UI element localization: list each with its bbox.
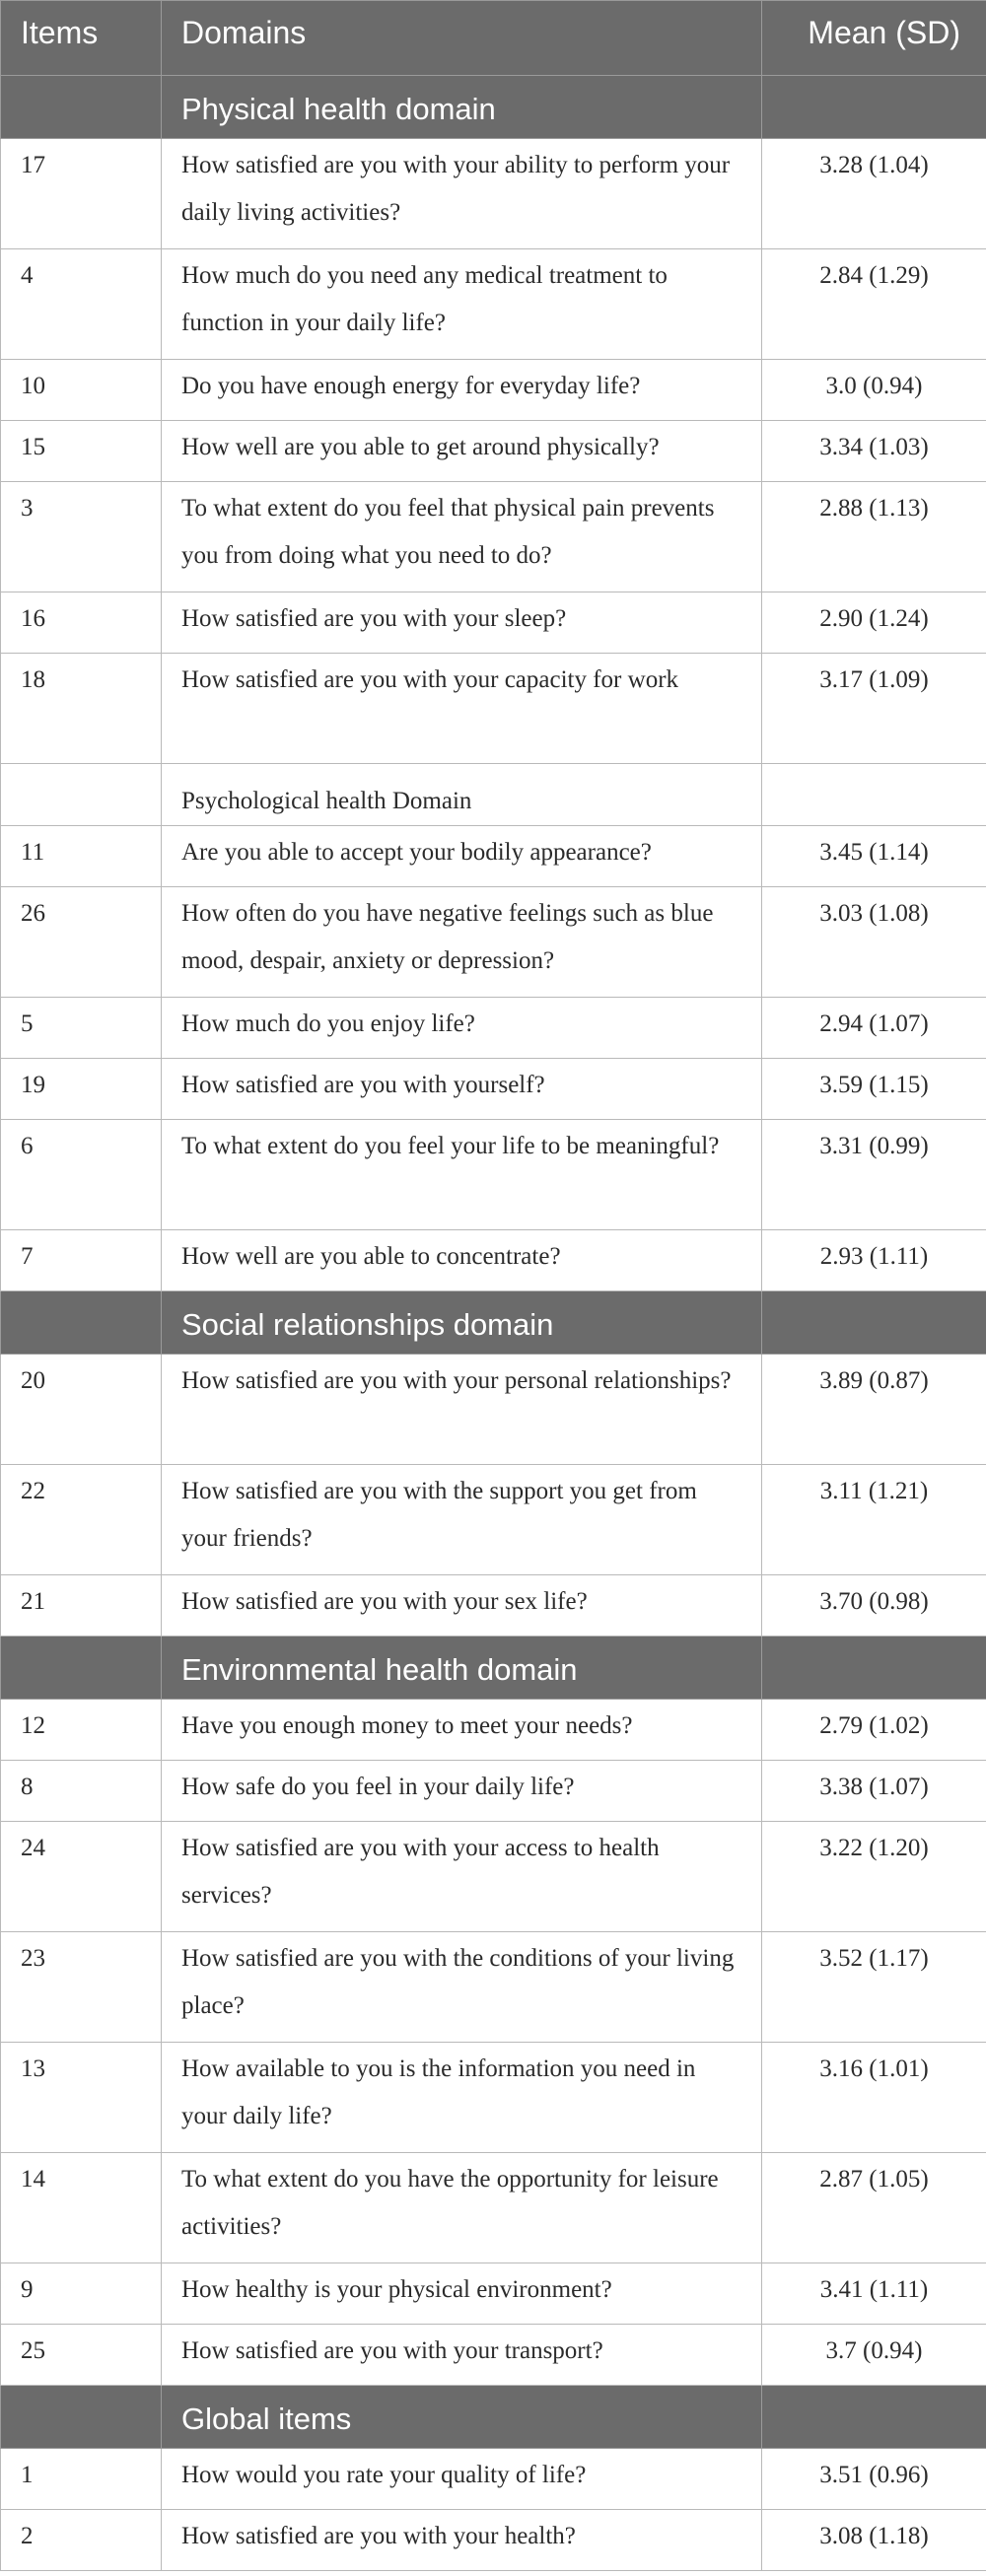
table-row xyxy=(1,654,986,764)
item-number: 14 xyxy=(1,2153,162,2263)
mean-sd-value: 2.79 (1.02) xyxy=(762,1700,986,1761)
domain-question: To what extent do you have the opportunity for leisure activities? xyxy=(162,2153,762,2263)
section-row xyxy=(1,1636,986,1700)
section-title: Social relationships domain xyxy=(162,1291,762,1355)
mean-sd-value: 3.38 (1.07) xyxy=(762,1761,986,1822)
domain-question: Are you able to accept your bodily appearance? xyxy=(162,826,762,887)
domain-question: How satisfied are you with your health? xyxy=(162,2510,762,2571)
domain-question: How satisfied are you with your access to health services? xyxy=(162,1822,762,1932)
header-domains: Domains xyxy=(162,1,762,76)
mean-sd-value: 3.59 (1.15) xyxy=(762,1059,986,1120)
item-number: 5 xyxy=(1,998,162,1059)
mean-sd-value: 2.87 (1.05) xyxy=(762,2153,986,2263)
mean-sd-value: 3.34 (1.03) xyxy=(762,421,986,482)
section-title: Global items xyxy=(162,2386,762,2449)
table-header xyxy=(1,1,986,76)
item-number: 9 xyxy=(1,2263,162,2325)
section-row xyxy=(1,76,986,139)
item-number: 20 xyxy=(1,1355,162,1465)
table-row xyxy=(1,2449,986,2510)
item-number: 13 xyxy=(1,2043,162,2153)
item-number: 18 xyxy=(1,654,162,764)
domain-question: How well are you able to concentrate? xyxy=(162,1230,762,1291)
domain-question: To what extent do you feel your life to be meaningful? xyxy=(162,1120,762,1230)
section-empty-cell xyxy=(1,2386,162,2449)
section-empty-cell xyxy=(762,2386,986,2449)
table-row xyxy=(1,1822,986,1932)
item-number: 24 xyxy=(1,1822,162,1932)
table-row xyxy=(1,592,986,654)
item-number: 19 xyxy=(1,1059,162,1120)
mean-sd-value: 3.22 (1.20) xyxy=(762,1822,986,1932)
domain-question: How satisfied are you with your sex life? xyxy=(162,1575,762,1636)
section-title: Environmental health domain xyxy=(162,1636,762,1700)
table-row xyxy=(1,1355,986,1465)
table-row xyxy=(1,2263,986,2325)
table-row xyxy=(1,2153,986,2263)
section-row xyxy=(1,2386,986,2449)
item-number: 7 xyxy=(1,1230,162,1291)
item-number: 11 xyxy=(1,826,162,887)
item-number: 22 xyxy=(1,1465,162,1575)
item-number: 17 xyxy=(1,139,162,249)
domain-question: How satisfied are you with your transport? xyxy=(162,2325,762,2386)
table-row xyxy=(1,421,986,482)
mean-sd-value: 3.52 (1.17) xyxy=(762,1932,986,2043)
domain-question: Have you enough money to meet your needs? xyxy=(162,1700,762,1761)
section-empty-cell xyxy=(1,1636,162,1700)
item-number: 3 xyxy=(1,482,162,592)
table-row xyxy=(1,482,986,592)
mean-sd-value: 3.51 (0.96) xyxy=(762,2449,986,2510)
section-row xyxy=(1,1291,986,1355)
table-row xyxy=(1,1761,986,1822)
mean-sd-value: 3.31 (0.99) xyxy=(762,1120,986,1230)
table-row xyxy=(1,2325,986,2386)
domain-question: To what extent do you feel that physical pain prevents you from doing what you need to do? xyxy=(162,482,762,592)
mean-sd-value: 2.84 (1.29) xyxy=(762,249,986,360)
item-number: 26 xyxy=(1,887,162,998)
domain-question: How often do you have negative feelings such as blue mood, despair, anxiety or depression? xyxy=(162,887,762,998)
domain-question: How well are you able to get around physically? xyxy=(162,421,762,482)
mean-sd-value: 3.28 (1.04) xyxy=(762,139,986,249)
header-items: Items xyxy=(1,1,162,76)
table-row xyxy=(1,2510,986,2571)
item-number: 12 xyxy=(1,1700,162,1761)
mean-sd-value: 3.89 (0.87) xyxy=(762,1355,986,1465)
table-row xyxy=(1,360,986,421)
mean-sd-value: 2.88 (1.13) xyxy=(762,482,986,592)
header-row xyxy=(1,1,986,76)
mean-sd-value: 3.17 (1.09) xyxy=(762,654,986,764)
section-title: Physical health domain xyxy=(162,76,762,139)
table-row xyxy=(1,1700,986,1761)
item-number: 23 xyxy=(1,1932,162,2043)
domain-question: How safe do you feel in your daily life? xyxy=(162,1761,762,1822)
section-empty-cell xyxy=(1,76,162,139)
domain-question: How satisfied are you with your ability to perform your daily living activities? xyxy=(162,139,762,249)
table-row xyxy=(1,1230,986,1291)
item-number: 2 xyxy=(1,2510,162,2571)
mean-sd-value: 3.11 (1.21) xyxy=(762,1465,986,1575)
domain-question: How much do you need any medical treatment to function in your daily life? xyxy=(162,249,762,360)
mean-sd-value: 3.16 (1.01) xyxy=(762,2043,986,2153)
domain-question: How would you rate your quality of life? xyxy=(162,2449,762,2510)
item-number: 16 xyxy=(1,592,162,654)
item-number: 6 xyxy=(1,1120,162,1230)
item-number: 1 xyxy=(1,2449,162,2510)
table-row xyxy=(1,1120,986,1230)
domain-question: How satisfied are you with your capacity for work xyxy=(162,654,762,764)
mean-sd-value: 3.03 (1.08) xyxy=(762,887,986,998)
mean-sd-value: 3.45 (1.14) xyxy=(762,826,986,887)
mean-sd-value: 3.08 (1.18) xyxy=(762,2510,986,2571)
mean-sd-value: 3.0 (0.94) xyxy=(762,360,986,421)
item-number: 21 xyxy=(1,1575,162,1636)
item-number: 10 xyxy=(1,360,162,421)
table-row xyxy=(1,249,986,360)
domain-question: How much do you enjoy life? xyxy=(162,998,762,1059)
item-number: 15 xyxy=(1,421,162,482)
section-empty-cell xyxy=(762,1291,986,1355)
table-row xyxy=(1,2043,986,2153)
section-empty-cell xyxy=(1,1291,162,1355)
header-mean-sd: Mean (SD) xyxy=(762,1,986,76)
mean-sd-value: 3.41 (1.11) xyxy=(762,2263,986,2325)
section-empty-cell xyxy=(762,76,986,139)
mean-sd-value: 2.90 (1.24) xyxy=(762,592,986,654)
item-number: 4 xyxy=(1,249,162,360)
mean-sd-value: 2.93 (1.11) xyxy=(762,1230,986,1291)
domain-question: Do you have enough energy for everyday life? xyxy=(162,360,762,421)
section-empty-cell xyxy=(762,1636,986,1700)
domain-question: How satisfied are you with your personal relationships? xyxy=(162,1355,762,1465)
table-row xyxy=(1,139,986,249)
table-row xyxy=(1,887,986,998)
section-title: Psychological health Domain xyxy=(162,764,762,826)
domain-question: How satisfied are you with the support you get from your friends? xyxy=(162,1465,762,1575)
item-number: 25 xyxy=(1,2325,162,2386)
table-row xyxy=(1,1465,986,1575)
table-row xyxy=(1,998,986,1059)
table-row xyxy=(1,826,986,887)
item-number: 8 xyxy=(1,1761,162,1822)
domain-question: How satisfied are you with the conditions of your living place? xyxy=(162,1932,762,2043)
table-row xyxy=(1,1575,986,1636)
domain-question: How satisfied are you with your sleep? xyxy=(162,592,762,654)
domain-question: How satisfied are you with yourself? xyxy=(162,1059,762,1120)
table-row xyxy=(1,1932,986,2043)
domain-question: How healthy is your physical environment? xyxy=(162,2263,762,2325)
section-empty-cell xyxy=(762,764,986,826)
section-empty-cell xyxy=(1,764,162,826)
mean-sd-value: 3.70 (0.98) xyxy=(762,1575,986,1636)
mean-sd-value: 3.7 (0.94) xyxy=(762,2325,986,2386)
table-body xyxy=(1,76,986,2571)
section-row xyxy=(1,764,986,826)
table-row xyxy=(1,1059,986,1120)
domain-question: How available to you is the information you need in your daily life? xyxy=(162,2043,762,2153)
mean-sd-value: 2.94 (1.07) xyxy=(762,998,986,1059)
